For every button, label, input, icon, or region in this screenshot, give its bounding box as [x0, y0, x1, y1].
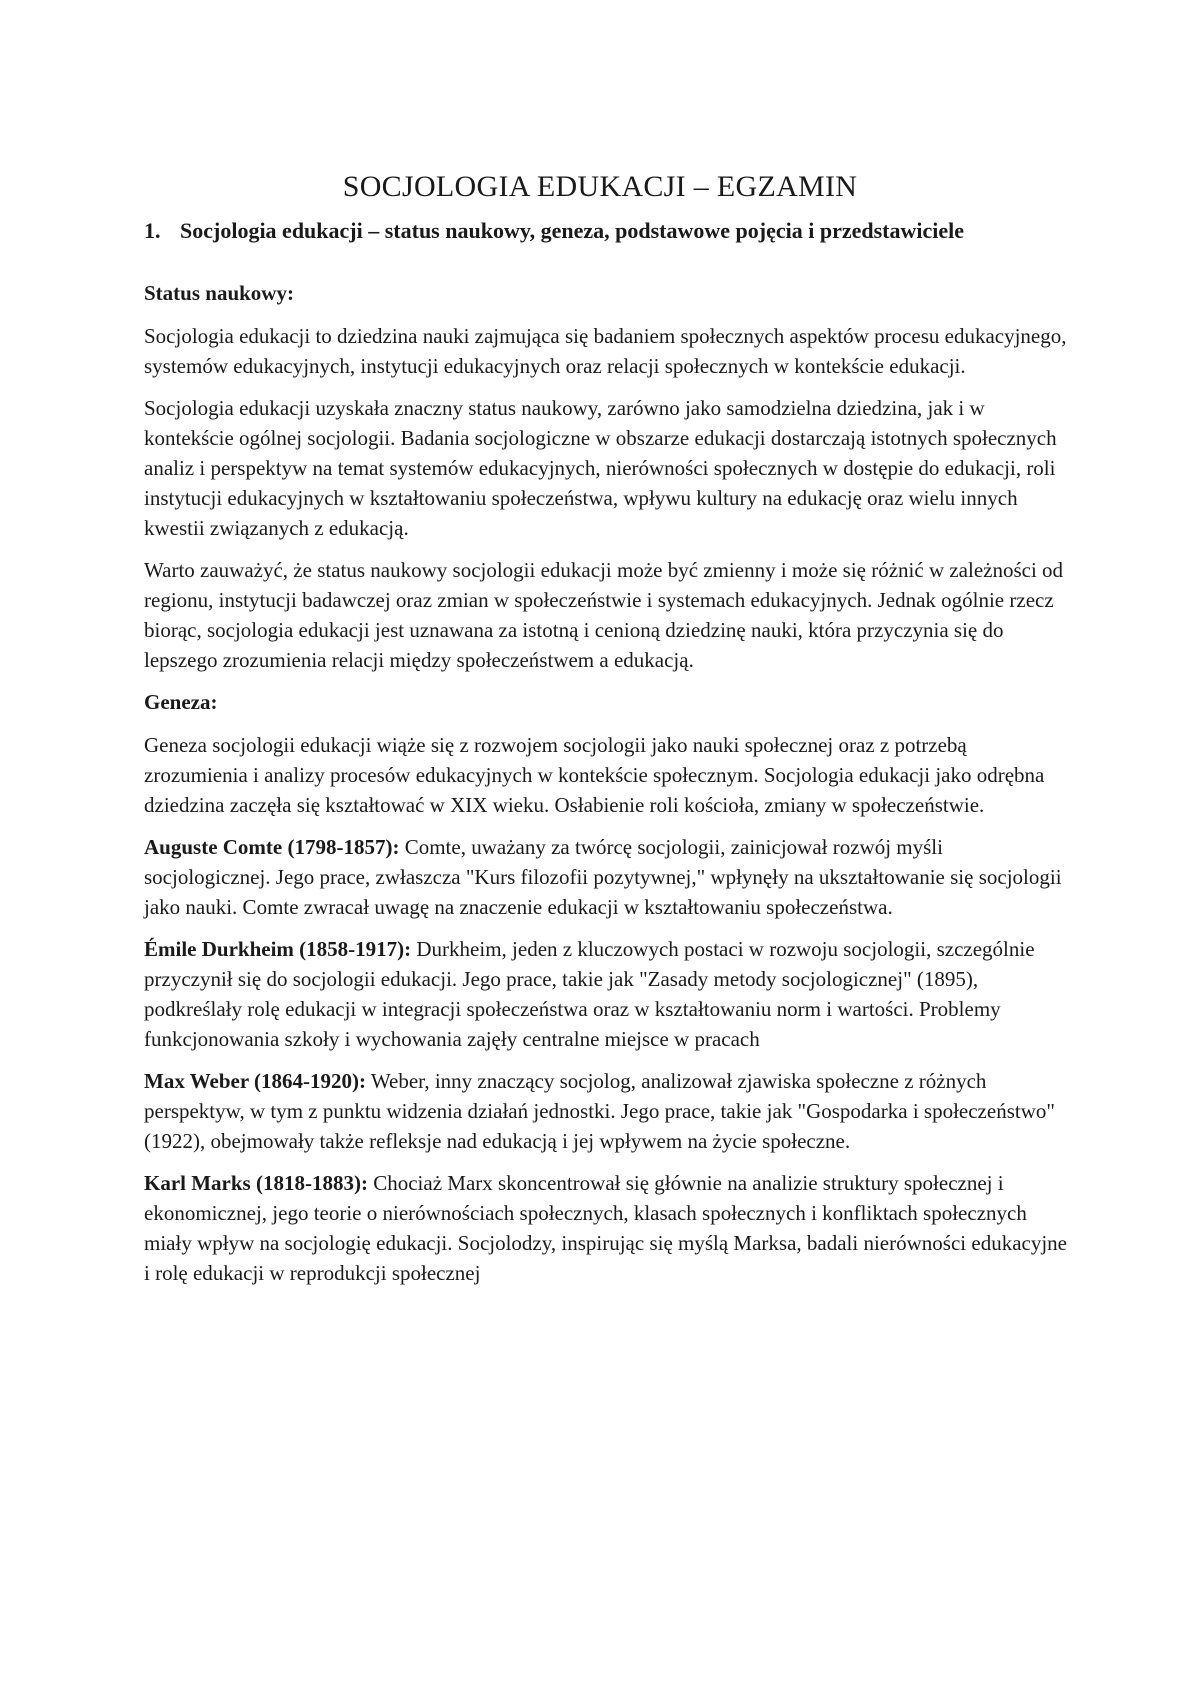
section-number: 1. — [144, 218, 161, 243]
status-paragraph-2: Socjologia edukacji uzyskała znaczny status naukowy, zarówno jako samodzielna dziedzina, jak i w kontekście ogólnej socjologii. Badania socjologiczne w obszarze edukacji dostarczają istotnych społecznych analiz i perspektyw na temat systemów edukacyjnych, nierówności społecznych w dostępie do edukacji, roli instytucji edukacyjnych w kształtowaniu społeczeństwa, wpływu kultury na edukację oraz wielu innych kwestii związanych z edukacją. — [144, 396, 1057, 540]
document-title: SOCJOLOGIA EDUKACJI – EGZAMIN — [342, 170, 858, 203]
person-name: Auguste Comte (1798-1857): — [144, 835, 400, 859]
status-heading: Status naukowy: — [144, 281, 294, 305]
person-description: Weber, inny znaczący socjolog, analizował zjawiska społeczne z różnych perspektyw, w tym z punktu widzenia działań jednostki. Jego prace, takie jak "Gospodarka i społeczeństwo" (1922), obejmowały także refleksje nad edukacją i jej wpływem na życie społeczne. — [144, 1069, 1055, 1153]
section-heading-text: Socjologia edukacji – status naukowy, geneza, podstawowe pojęcia i przedstawiciele — [180, 218, 965, 243]
document-body — [144, 278, 1074, 1300]
status-paragraph-1: Socjologia edukacji to dziedzina nauki zajmująca się badaniem społecznych aspektów procesu edukacyjnego, systemów edukacyjnych, instytucji edukacyjnych oraz relacji społecznych w kontekście edukacji. — [144, 324, 1067, 378]
person-entry-marks — [144, 1168, 1074, 1288]
section-heading — [144, 215, 1060, 246]
person-description: Comte, uważany za twórcę socjologii, zainicjował rozwój myśli socjologicznej. Jego prace, zwłaszcza "Kurs filozofii pozytywnej," wpłynęły na ukształtowanie się socjologii jako nauki. Comte zwracał uwagę na znaczenie edukacji w kształtowaniu społeczeństwa. — [144, 835, 1062, 919]
person-name: Max Weber (1864-1920): — [144, 1069, 367, 1093]
person-name: Karl Marks (1818-1883): — [144, 1171, 368, 1195]
genesis-heading: Geneza: — [144, 690, 218, 714]
person-entry-durkheim — [144, 934, 1074, 1054]
person-entry-comte — [144, 832, 1074, 922]
person-name: Émile Durkheim (1858-1917): — [144, 937, 412, 961]
person-description: Durkheim, jeden z kluczowych postaci w rozwoju socjologii, szczególnie przyczynił się do socjologii edukacji. Jego prace, takie jak "Zasady metody socjologicznej" (1895), podkreślały rolę edukacji w integracji społeczeństwa oraz w kształtowaniu norm i wartości. Problemy funkcjonowania szkoły i wychowania zajęły centralne miejsce w pracach — [144, 937, 1035, 1051]
person-entry-weber — [144, 1066, 1074, 1156]
genesis-paragraph: Geneza socjologii edukacji wiąże się z rozwojem socjologii jako nauki społecznej oraz z potrzebą zrozumienia i analizy procesów edukacyjnych w kontekście społecznym. Socjologia edukacji jako odrębna dziedzina zaczęła się kształtować w XIX wieku. Osłabienie roli kościoła, zmiany w społeczeństwie. — [144, 733, 1045, 817]
person-description: Chociaż Marx skoncentrował się głównie na analizie struktury społecznej i ekonomicznej, jego teorie o nierównościach społecznych, klasach społecznych i konfliktach społecznych miały wpływ na socjologię edukacji. Socjolodzy, inspirując się myślą Marksa, badali nierówności edukacyjne i rolę edukacji w reprodukcji społecznej — [144, 1171, 1067, 1285]
status-paragraph-3: Warto zauważyć, że status naukowy socjologii edukacji może być zmienny i może się różnić w zależności od regionu, instytucji badawczej oraz zmian w społeczeństwie i systemach edukacyjnych. Jednak ogólnie rzecz biorąc, socjologia edukacji jest uznawana za istotną i cenioną dziedzinę nauki, która przyczynia się do lepszego zrozumienia relacji między społeczeństwem a edukacją. — [144, 558, 1064, 672]
